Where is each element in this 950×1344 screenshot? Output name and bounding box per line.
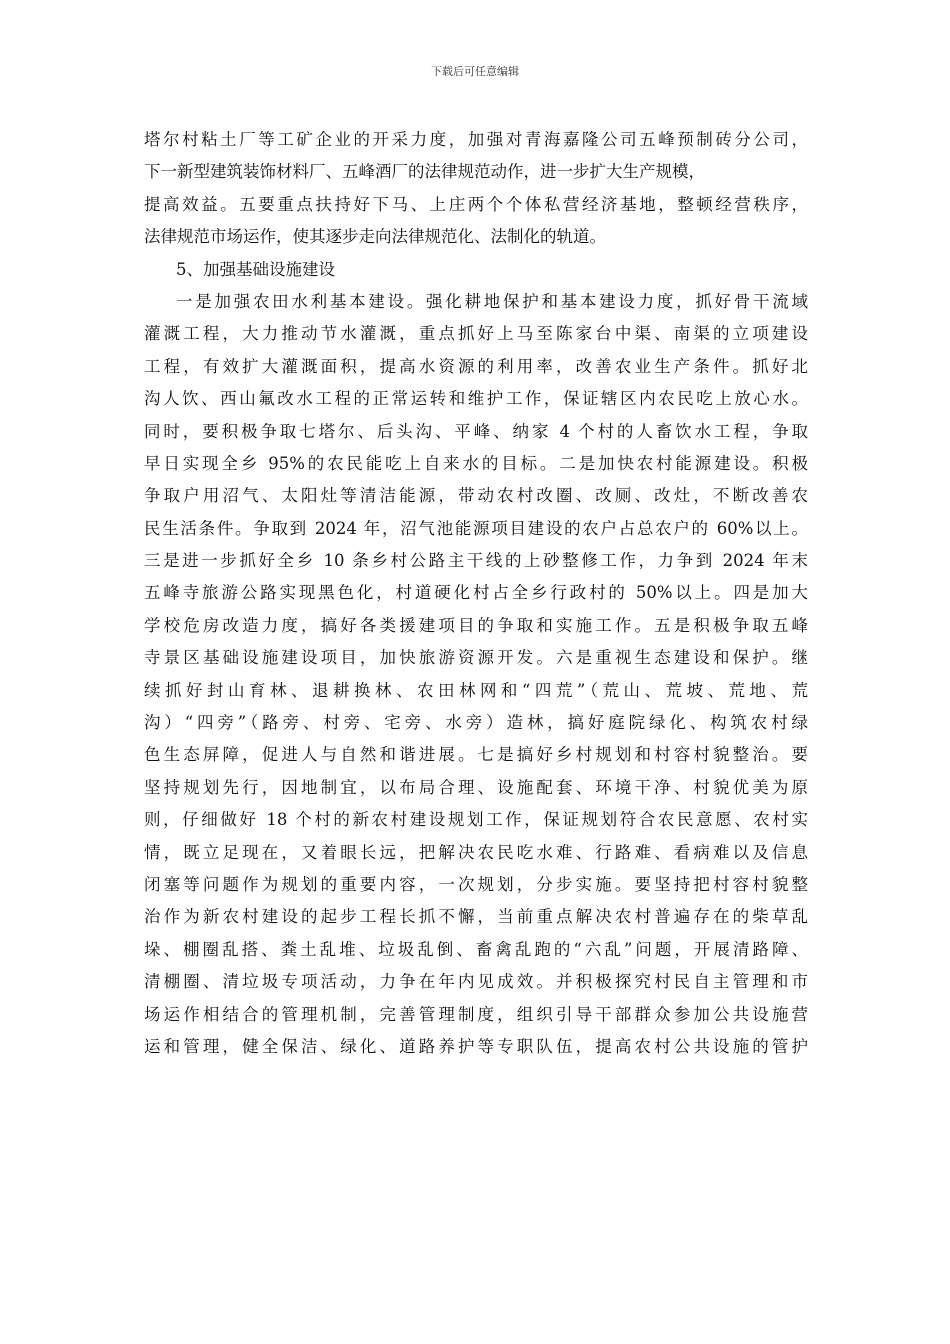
text-line: 寺景区基础设施建设项目，加快旅游资源开发。六是重视生态建设和保护。继 xyxy=(144,648,808,668)
text-line: 早日实现全乡 95%的农民能吃上自来水的目标。二是加快农村能源建设。积极 xyxy=(144,453,808,473)
text-line: 沟人饮、西山氟改水工程的正常运转和维护工作，保证辖区内农民吃上放心水。 xyxy=(144,389,808,409)
text-line: 场运作相结合的管理机制，完善管理制度，组织引导干部群众参加公共设施营 xyxy=(144,1004,808,1024)
text-line: 塔尔村粘土厂等工矿企业的开采力度，加强对青海嘉隆公司五峰预制砖分公司， xyxy=(144,130,808,149)
text-line: 五峰寺旅游公路实现黑色化，村道硬化村占全乡行政村的 50%以上。四是加大 xyxy=(144,583,808,603)
text-line: 清棚圈、清垃圾专项活动，力争在年内见成效。并积极探究村民自主管理和市 xyxy=(144,972,808,992)
text-line: 下一新型建筑装饰材料厂、五峰酒厂的法律规范动作，进一步扩大生产规模， xyxy=(144,162,705,182)
text-line: 法律规范市场运作，使其逐步走向法律规范化、法制化的轨道。 xyxy=(144,227,606,247)
text-line: 续抓好封山育林、退耕换林、农田林网和“四荒”（荒山、荒坡、荒地、荒 xyxy=(144,680,808,700)
text-line: 闭塞等问题作为规划的重要内容，一次规划，分步实施。要坚持把村容村貌整 xyxy=(144,874,808,894)
text-line: 同时，要积极争取七塔尔、后头沟、平峰、纳家 4 个村的人畜饮水工程，争取 xyxy=(144,421,808,441)
paragraph-start-line: 一是加强农田水利基本建设。强化耕地保护和基本建设力度，抓好骨干流域 xyxy=(176,291,808,311)
text-line: 争取户用沼气、太阳灶等清洁能源，带动农村改圈、改厕、改灶，不断改善农 xyxy=(144,486,808,506)
text-line: 垛、棚圈乱搭、粪土乱堆、垃圾乱倒、畜禽乱跑的“六乱”问题，开展清路障、 xyxy=(144,939,808,959)
text-line: 学校危房改造力度，搞好各类援建项目的争取和实施工作。五是积极争取五峰 xyxy=(144,615,808,635)
text-line: 坚持规划先行，因地制宜，以布局合理、设施配套、环境干净、村貌优美为原 xyxy=(144,777,808,797)
text-line: 工程，有效扩大灌溉面积，提高水资源的利用率，改善农业生产条件。抓好北 xyxy=(144,356,808,376)
text-line: 沟）“四旁”（路旁、村旁、宅旁、水旁）造林，搞好庭院绿化、构筑农村绿 xyxy=(144,713,808,733)
document-body xyxy=(144,124,808,1063)
page-header: 下载后可任意编辑 xyxy=(431,65,519,78)
text-line: 民生活条件。争取到 2024 年，沼气池能源项目建设的农户占总农户的 60%以上。 xyxy=(144,518,808,538)
text-line: 灌溉工程，大力推动节水灌溉，重点抓好上马至陈家台中渠、南渠的立项建设 xyxy=(144,324,808,344)
text-line: 治作为新农村建设的起步工程长抓不懈，当前重点解决农村普遍存在的柴草乱 xyxy=(144,907,808,927)
text-line: 三是进一步抓好全乡 10 条乡村公路主干线的上砂整修工作，力争到 2024 年末 xyxy=(144,551,808,571)
text-line: 运和管理，健全保洁、绿化、道路养护等专职队伍，提高农村公共设施的管护 xyxy=(144,1036,808,1056)
text-line: 提高效益。五要重点扶持好下马、上庄两个个体私营经济基地，整顿经营秩序， xyxy=(144,194,808,214)
text-line: 情，既立足现在，又着眼长远，把解决农民吃水难、行路难、看病难以及信息 xyxy=(144,842,808,862)
text-line: 色生态屏障，促进人与自然和谐进展。七是搞好乡村规划和村容村貌整治。要 xyxy=(144,745,808,765)
paragraph-start-line: 5、加强基础设施建设 xyxy=(176,259,335,279)
text-line: 则，仔细做好 18 个村的新农村建设规划工作，保证规划符合农民意愿、农村实 xyxy=(144,810,808,830)
